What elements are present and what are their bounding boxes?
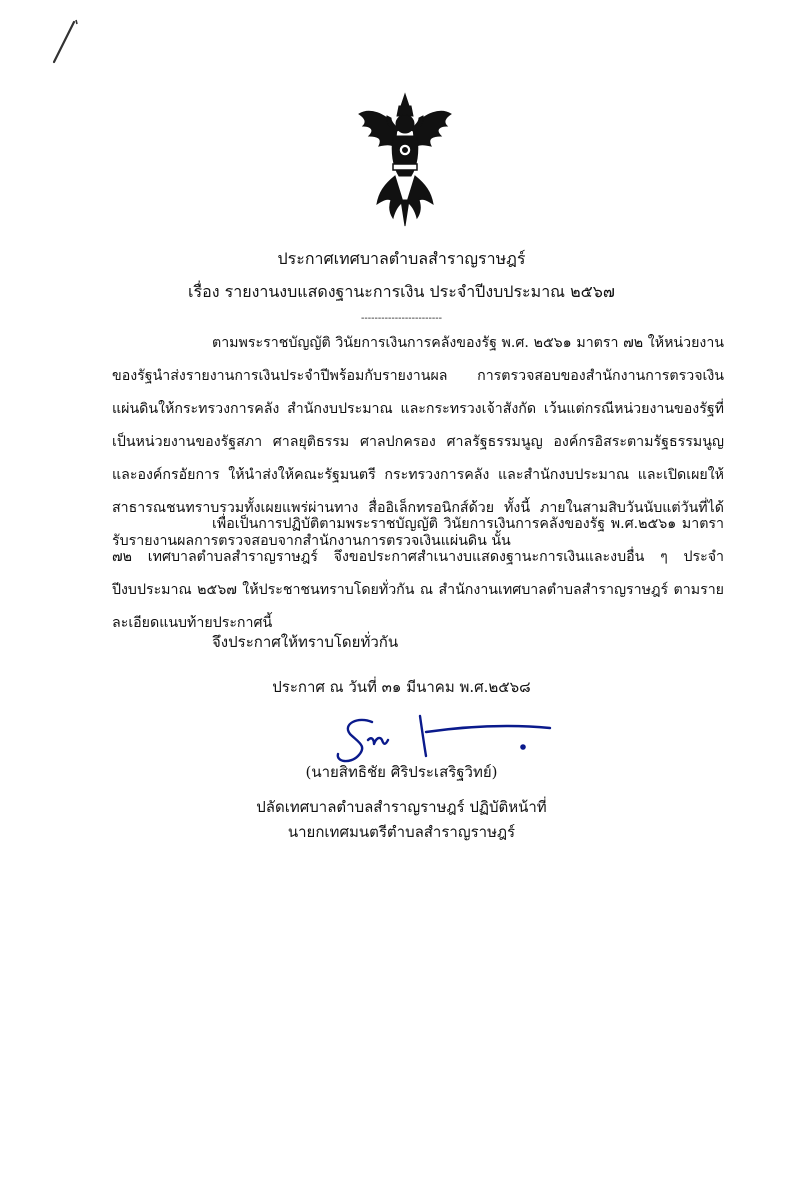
announcement-date: ประกาศ ณ วันที่ ๓๑ มีนาคม พ.ศ.๒๕๖๘ <box>272 678 531 696</box>
closing-statement: จึงประกาศให้ทราบโดยทั่วกัน <box>212 633 399 651</box>
divider-line: ------------------------ <box>360 313 443 324</box>
signatory-position-1: ปลัดเทศบาลตำบลสำราญราษฎร์ ปฏิบัติหน้าที่ <box>256 798 547 816</box>
paragraph-1-text: ตามพระราชบัญญัติ วินัยการเงินการคลังของรัฐ พ.ศ. ๒๕๖๑ มาตรา ๗๒ ให้หน่วยงานของรัฐนำส่งรายงานการเงินประจำปีพร้อมกับรายงานผล การตรวจสอบของสำนักงานการตรวจเงินแผ่นดินให้กระทรวงการคลัง สำนักงบประมาณ และกระทรวงเจ้าสังกัด เว้นแต่กรณีหน่วยงานของรัฐที่เป็นหน่วยงานของรัฐสภา ศาลยุติธรรม ศาลปกครอง ศาลรัฐธรรมนูญ องค์กรอิสระตามรัฐธรรมนูญ และองค์กรอัยการ ให้นำส่งให้คณะรัฐมนตรี กระทรวงการคลัง และสำนักงบประมาณ และเปิดเผยให้สาธารณชนทราบรวมทั้งเผยแพร่ผ่านทาง สื่ออิเล็กทรอนิกส์ด้วย ทั้งนี้ ภายในสามสิบวันนับแต่วันที่ได้รับรายงานผลการตรวจสอบจากสำนักงานการตรวจเงินแผ่นดิน นั้น <box>112 335 724 549</box>
signatory-name: (นายสิทธิชัย ศิริประเสริฐวิทย์) <box>305 763 498 781</box>
pen-stroke-mark <box>40 18 90 68</box>
garuda-emblem-icon <box>355 92 455 228</box>
announcement-title: ประกาศเทศบาลตำบลสำราญราษฎร์ <box>277 249 526 268</box>
body-paragraph-2 <box>112 508 724 640</box>
paragraph-2-text: เพื่อเป็นการปฏิบัติตามพระราชบัญญัติ วินัยการเงินการคลังของรัฐ พ.ศ.๒๕๖๑ มาตรา ๗๒ เทศบาลตำบลสำราญราษฎร์ จึงขอประกาศสำเนางบแสดงฐานะการเงินและงบอื่น ๆ ประจำปีงบประมาณ ๒๕๖๗ ให้ประชาชนทราบโดยทั่วกัน ณ สำนักงานเทศบาลตำบลสำราญราษฎร์ ตามรายละเอียดแนบท้ายประกาศนี้ <box>112 516 724 631</box>
signatory-position-2: นายกเทศมนตรีตำบลสำราญราษฎร์ <box>287 823 516 841</box>
announcement-subject: เรื่อง รายงานงบแสดงฐานะการเงิน ประจำปีงบประมาณ ๒๕๖๗ <box>188 282 615 301</box>
